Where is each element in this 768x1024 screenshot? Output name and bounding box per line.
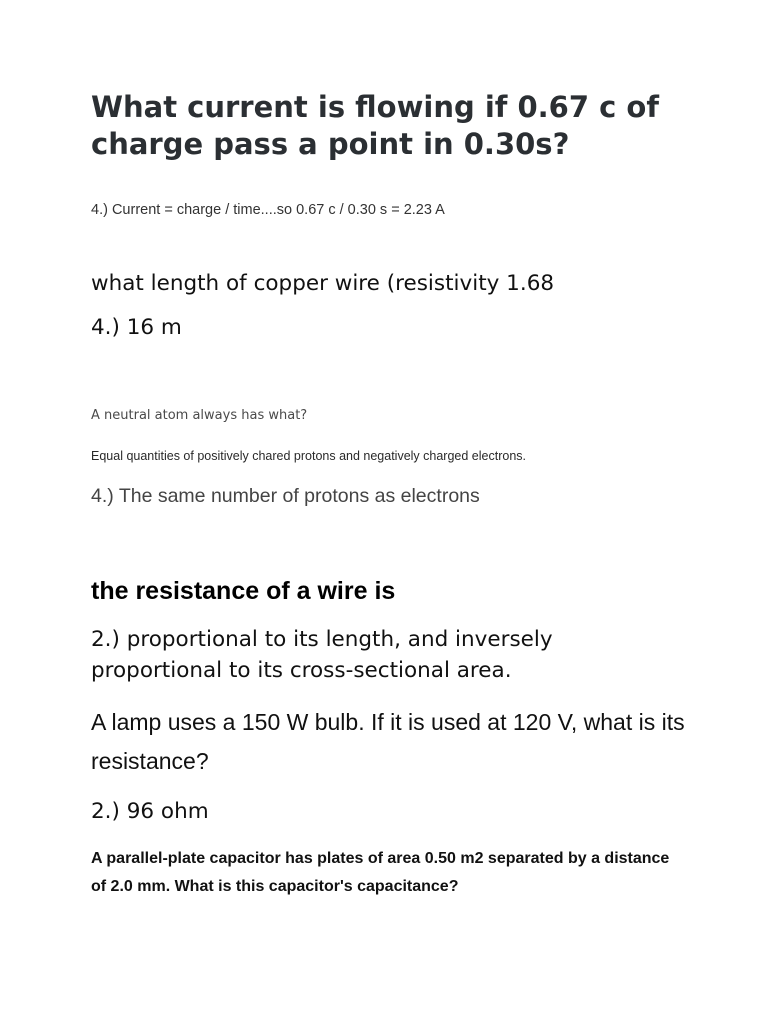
answer-current: 4.) Current = charge / time....so 0.67 c / 0.30 s = 2.23 A — [91, 202, 445, 218]
question-copper-wire: what length of copper wire (resistivity 1.68 — [91, 271, 555, 296]
answer-copper-wire: 4.) 16 m — [91, 315, 182, 340]
question-lamp-resistance: A lamp uses a 150 W bulb. If it is used at 120 V, what is its resistance? — [91, 709, 685, 774]
answer-lamp-resistance: 2.) 96 ohm — [91, 799, 209, 824]
question-current-heading: What current is flowing if 0.67 c of charge pass a point in 0.30s? — [91, 90, 659, 161]
question-neutral-atom: A neutral atom always has what? — [91, 408, 308, 423]
answer-neutral-atom-explanation: Equal quantities of positively chared protons and negatively charged electrons. — [91, 449, 526, 463]
answer-wire-resistance: 2.) proportional to its length, and inversely proportional to its cross-sectional area. — [91, 627, 553, 683]
question-wire-resistance-heading: the resistance of a wire is — [91, 577, 396, 605]
question-capacitor: A parallel-plate capacitor has plates of area 0.50 m2 separated by a distance of 2.0 mm. What is this capacitor's capacitance? — [91, 850, 670, 895]
answer-neutral-atom: 4.) The same number of protons as electrons — [91, 485, 480, 507]
